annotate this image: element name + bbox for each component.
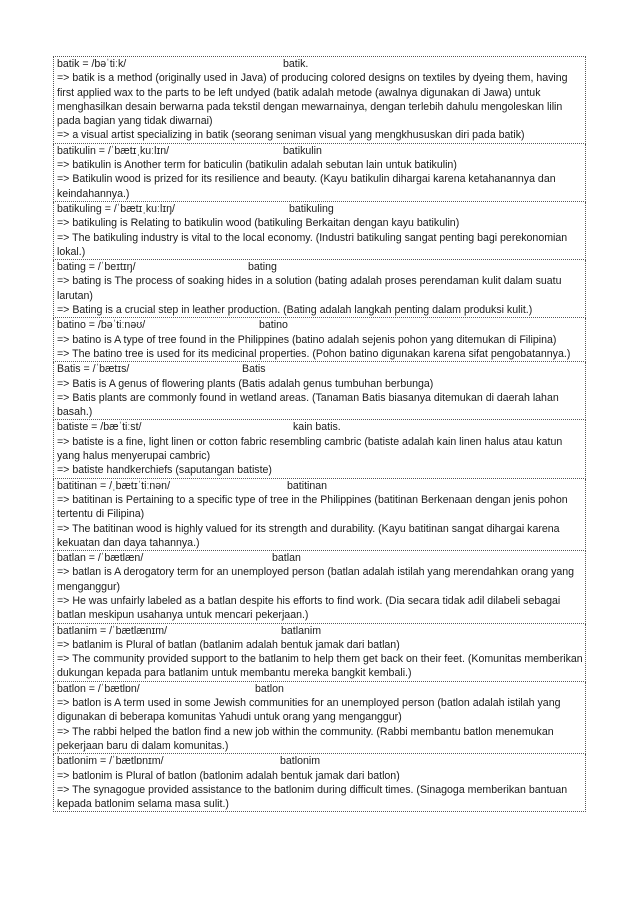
entry-header xyxy=(57,754,583,768)
definition-line: => batiste handkerchiefs (saputangan batiste) xyxy=(57,464,272,477)
headword-pronunciation: batlonim = /ˈbætlɒnɪm/ xyxy=(57,755,164,768)
translation: batlonim xyxy=(280,755,321,768)
headword-pronunciation: batlan = /ˈbætlæn/ xyxy=(57,552,144,565)
definition-line: => batino is A type of tree found in the Philippines (batino adalah sejenis pohon yang ditemukan di Filipina) xyxy=(57,333,557,346)
translation: batlan xyxy=(272,552,301,565)
definition-line: => batikulin is Another term for baticulin (batikulin adalah sebutan lain untuk batikulin) xyxy=(57,159,457,172)
headword-pronunciation: batlanim = /ˈbætlænɪm/ xyxy=(57,624,168,637)
definition-line: => The batitinan wood is highly valued for its strength and durability. (Kayu batitinan sangat dihargai karena kekuatan dan daya tahannya.) xyxy=(57,522,560,549)
translation: bating xyxy=(248,261,277,274)
dictionary-entry xyxy=(53,144,586,202)
definition-line: => The community provided support to the batlanim to help them get back on their feet. (Komunitas memberikan dukungan kepada para batlanim untuk membantu mereka bangkit kembali.) xyxy=(57,653,583,680)
headword-pronunciation: batino = /bəˈtiːnəʊ/ xyxy=(57,319,146,332)
headword-pronunciation: batikulin = /ˈbætɪˌkuːlɪn/ xyxy=(57,144,170,157)
dictionary-entry xyxy=(53,56,586,144)
translation: batlon xyxy=(255,682,284,695)
entry-header xyxy=(57,682,583,696)
definition-line: => batlonim is Plural of batlon (batlonim adalah bentuk jamak dari batlon) xyxy=(57,769,400,782)
entry-header xyxy=(57,420,583,434)
definition-line: => Batikulin wood is prized for its resilience and beauty. (Kayu batikulin dihargai karena ketahanannya dan keindahannya.) xyxy=(57,173,556,200)
headword-pronunciation: batiste = /bæˈtiːst/ xyxy=(57,421,142,434)
dictionary-entry xyxy=(53,318,586,362)
entry-header xyxy=(57,362,583,376)
entry-header xyxy=(57,260,583,274)
headword-pronunciation: batitinan = /ˌbætɪˈtiːnən/ xyxy=(57,479,171,492)
headword-pronunciation: batikuling = /ˈbætɪˌkuːlɪŋ/ xyxy=(57,202,175,215)
definition-line: => The rabbi helped the batlon find a new job within the community. (Rabbi membantu batlon menemukan pekerjaan baru di dalam komunitas.) xyxy=(57,725,554,752)
translation: batlanim xyxy=(281,624,322,637)
entry-header xyxy=(57,202,583,216)
dictionary-entry xyxy=(53,682,586,754)
translation: Batis xyxy=(242,363,266,376)
dictionary-entry xyxy=(53,479,586,551)
definition-line: => batlan is A derogatory term for an unemployed person (batlan adalah istilah yang merendahkan orang yang menganggur) xyxy=(57,566,575,593)
entry-header xyxy=(57,479,583,493)
translation: kain batis. xyxy=(293,421,341,434)
definition-line: => batlon is A term used in some Jewish communities for an unemployed person (batlon adalah istilah yang digunakan di beberapa komunitas Yahudi untuk orang yang menganggur) xyxy=(57,697,561,724)
dictionary-entry xyxy=(53,362,586,420)
dictionary-entry xyxy=(53,260,586,318)
dictionary-entry xyxy=(53,624,586,682)
definition-line: => batikuling is Relating to batikulin wood (batikuling Berkaitan dengan kayu batikulin) xyxy=(57,217,460,230)
dictionary-entry xyxy=(53,420,586,478)
entry-header xyxy=(57,624,583,638)
translation: batino xyxy=(259,319,288,332)
definition-line: => Bating is a crucial step in leather production. (Bating adalah langkah penting dalam produksi kulit.) xyxy=(57,304,533,317)
translation: batikuling xyxy=(289,202,334,215)
definition-line: => The batino tree is used for its medicinal properties. (Pohon batino digunakan karena sifat pengobatannya.) xyxy=(57,347,571,360)
translation: batikulin xyxy=(283,144,322,157)
definition-line: => He was unfairly labeled as a batlan despite his efforts to find work. (Dia secara tidak adil dilabeli sebagai batlan meskipun usahanya untuk mencari pekerjaan.) xyxy=(57,594,561,622)
definition-line: => batitinan is Pertaining to a specific type of tree in the Philippines (batitinan Berkenaan dengan jenis pohon tertentu di Filipina) xyxy=(57,493,568,521)
entry-header xyxy=(57,551,583,565)
definition-line: => bating is The process of soaking hides in a solution (bating adalah proses perendaman kulit dalam suatu larutan) xyxy=(57,275,562,302)
definition-line: => Batis is A genus of flowering plants (Batis adalah genus tumbuhan berbunga) xyxy=(57,377,434,390)
headword-pronunciation: batlon = /ˈbætlɒn/ xyxy=(57,682,140,695)
definition-line: => batik is a method (originally used in Java) of producing colored designs on textiles by dyeing them, having first applied wax to the parts to be left undyed (batik adalah metode (awalnya digunakan di Jawa) untuk menghasilkan desain berwarna pada tekstil dengan mewarnainya, dengan terlebih dahulu mengoleskan lilin pada bagian yang tidak diwarnai) xyxy=(57,72,568,128)
definition-line: => batiste is a fine, light linen or cotton fabric resembling cambric (batiste adalah kain linen halus atau katun yang halus menyerupai cambric) xyxy=(57,435,563,463)
definition-line: => batlanim is Plural of batlan (batlanim adalah bentuk jamak dari batlan) xyxy=(57,638,400,651)
headword-pronunciation: batik = /bəˈtiːk/ xyxy=(57,58,127,70)
definition-line: => The synagogue provided assistance to the batlonim during difficult times. (Sinagoga memberikan bantuan kepada batlonim selama masa sulit.) xyxy=(57,783,568,811)
definition-line: => The batikuling industry is vital to the local economy. (Industri batikuling sangat penting bagi perekonomian lokal.) xyxy=(57,231,568,258)
headword-pronunciation: bating = /ˈbeɪtɪŋ/ xyxy=(57,261,136,274)
definition-line: => Batis plants are commonly found in wetland areas. (Tanaman Batis biasanya ditemukan di daerah lahan basah.) xyxy=(57,391,559,419)
dictionary-page xyxy=(53,56,586,812)
dictionary-entry xyxy=(53,754,586,812)
entry-header xyxy=(57,57,583,71)
translation: batitinan xyxy=(287,479,328,492)
translation: batik. xyxy=(283,58,309,70)
dictionary-entry xyxy=(53,551,586,623)
dictionary-entry xyxy=(53,202,586,260)
headword-pronunciation: Batis = /ˈbætɪs/ xyxy=(57,363,130,376)
entry-header xyxy=(57,318,583,332)
definition-line: => a visual artist specializing in batik (seorang seniman visual yang mengkhususkan diri pada batik) xyxy=(57,129,525,142)
entry-header xyxy=(57,144,583,158)
